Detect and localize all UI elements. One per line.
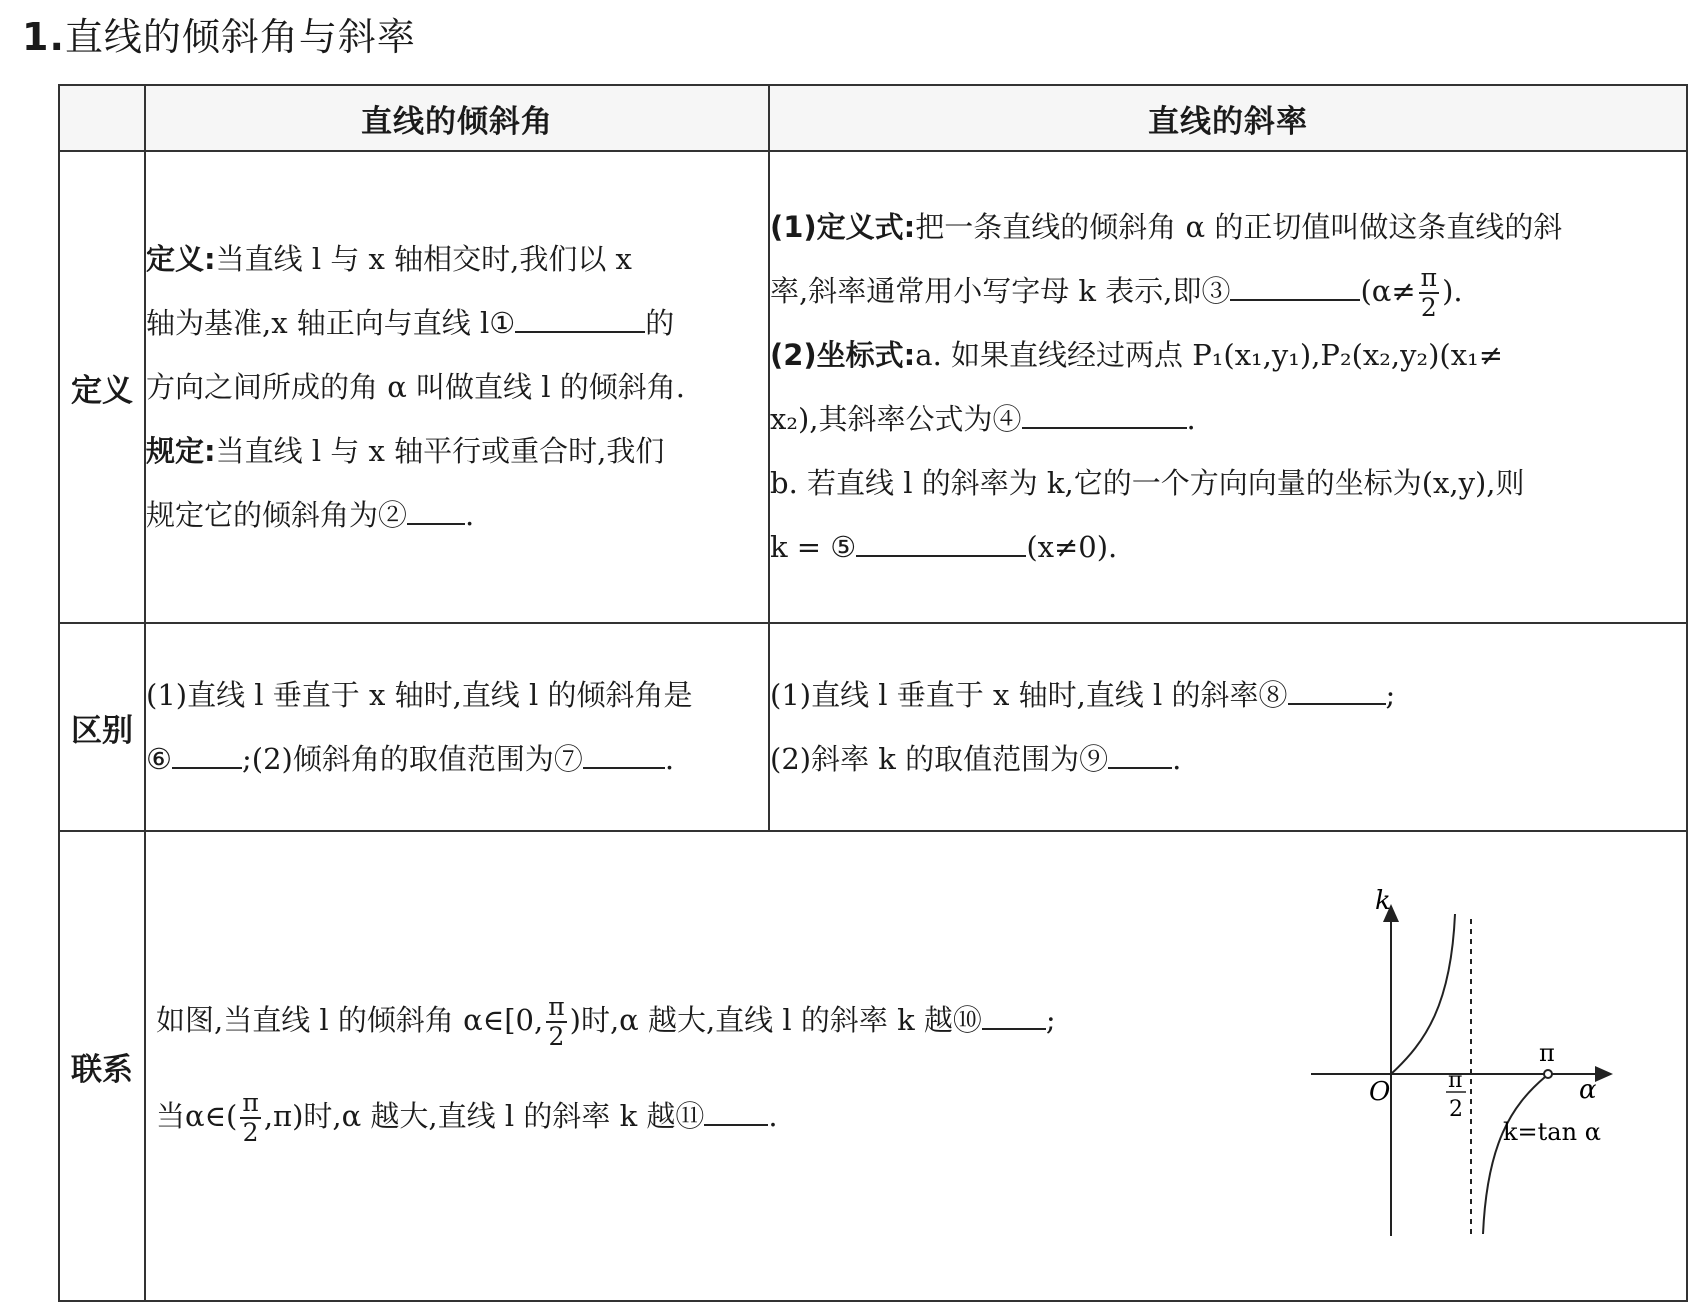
tangent-graph <box>1311 864 1631 1264</box>
slope-coord-line2: x₂),其斜率公式为④ . <box>770 387 1686 451</box>
angle-diff-line2: ⑥ ;(2)倾斜角的取值范围为⑦ . <box>146 727 768 791</box>
half-pi-num: π <box>1448 1068 1463 1093</box>
section-title <box>22 6 416 61</box>
connection-line2: 当α∈( $\frac{\pi}{2}$ ,π)时,α 越大,直线 l 的斜率 k 越⑪ . <box>156 1088 778 1147</box>
slope-coord-line1: (2)坐标式:a. 如果直线经过两点 P₁(x₁,y₁),P₂(x₂,y₂)(x₁≠ <box>770 338 1504 372</box>
angle-def-line3: 方向之间所成的角 α 叫做直线 l 的倾斜角. <box>146 370 685 404</box>
blank-5[interactable] <box>856 527 1026 557</box>
blank-1[interactable] <box>515 303 645 333</box>
slope-def-line1: (1)定义式:把一条直线的倾斜角 α 的正切值叫做这条直线的斜 <box>770 210 1563 244</box>
slope-diff-line2: (2)斜率 k 的取值范围为⑨ . <box>770 727 1686 791</box>
angle-rule-line2: 规定它的倾斜角为② . <box>146 483 768 547</box>
blank-3[interactable] <box>1230 271 1360 301</box>
section-number: 1. <box>22 15 65 59</box>
row-label-connection: 联系 <box>59 831 145 1301</box>
section-title-text: 直线的倾斜角与斜率 <box>64 15 416 59</box>
blank-4[interactable] <box>1022 399 1187 429</box>
header-angle: 直线的倾斜角 <box>145 85 769 151</box>
blank-11[interactable] <box>704 1096 768 1126</box>
slope-def-line2: 率,斜率通常用小写字母 k 表示,即③ (α≠ $\frac{\pi}{2}$ ). <box>770 263 1463 322</box>
row-label-difference: 区别 <box>59 623 145 831</box>
angle-diff-line1: (1)直线 l 垂直于 x 轴时,直线 l 的倾斜角是 <box>146 678 693 712</box>
blank-8[interactable] <box>1288 675 1386 705</box>
blank-2[interactable] <box>407 495 465 525</box>
connection-cell <box>145 831 1687 1301</box>
summary-table <box>58 84 1688 1302</box>
pi-label: π <box>1539 1039 1555 1067</box>
blank-10[interactable] <box>982 1000 1046 1030</box>
blank-6[interactable] <box>172 739 242 769</box>
blank-7[interactable] <box>583 739 665 769</box>
slope-diff-line1: (1)直线 l 垂直于 x 轴时,直线 l 的斜率⑧ ; <box>770 663 1686 727</box>
angle-rule-line1: 规定:当直线 l 与 x 轴平行或重合时,我们 <box>146 434 665 468</box>
angle-def-line2: 轴为基准,x 轴正向与直线 l① 的 <box>146 291 768 355</box>
angle-def-line1: 定义:当直线 l 与 x 轴相交时,我们以 x <box>146 242 632 276</box>
row-label-definition: 定义 <box>59 151 145 623</box>
slope-vector-line1: b. 若直线 l 的斜率为 k,它的一个方向向量的坐标为(x,y),则 <box>770 466 1525 500</box>
connection-text <box>156 972 1056 1164</box>
tan-branch-right <box>1483 1077 1545 1234</box>
connection-line1: 如图,当直线 l 的倾斜角 α∈[0, $\frac{\pi}{2}$ )时,α 越大,直线 l 的斜率 k 越⑩ ; <box>156 992 1056 1051</box>
angle-difference-cell <box>145 623 769 831</box>
half-pi-den: 2 <box>1449 1097 1463 1122</box>
curve-label: k=tan α <box>1503 1118 1601 1146</box>
blank-9[interactable] <box>1108 739 1172 769</box>
difference-row <box>59 623 1687 831</box>
definition-row <box>59 151 1687 623</box>
tan-branch-left <box>1391 914 1455 1074</box>
fraction-pi-over-2: $\frac{\pi}{2}$ <box>1420 263 1438 322</box>
pi-point <box>1544 1070 1552 1078</box>
angle-definition-cell <box>145 151 769 623</box>
slope-vector-line2: k = ⑤ (x≠0). <box>770 515 1686 579</box>
header-slope: 直线的斜率 <box>769 85 1687 151</box>
connection-row <box>59 831 1687 1301</box>
header-corner <box>59 85 145 151</box>
alpha-axis-label: α <box>1579 1075 1597 1105</box>
slope-difference-cell <box>769 623 1687 831</box>
k-axis-label: k <box>1375 886 1391 916</box>
origin-label: O <box>1369 1077 1391 1107</box>
header-row <box>59 85 1687 151</box>
slope-definition-cell <box>769 151 1687 623</box>
